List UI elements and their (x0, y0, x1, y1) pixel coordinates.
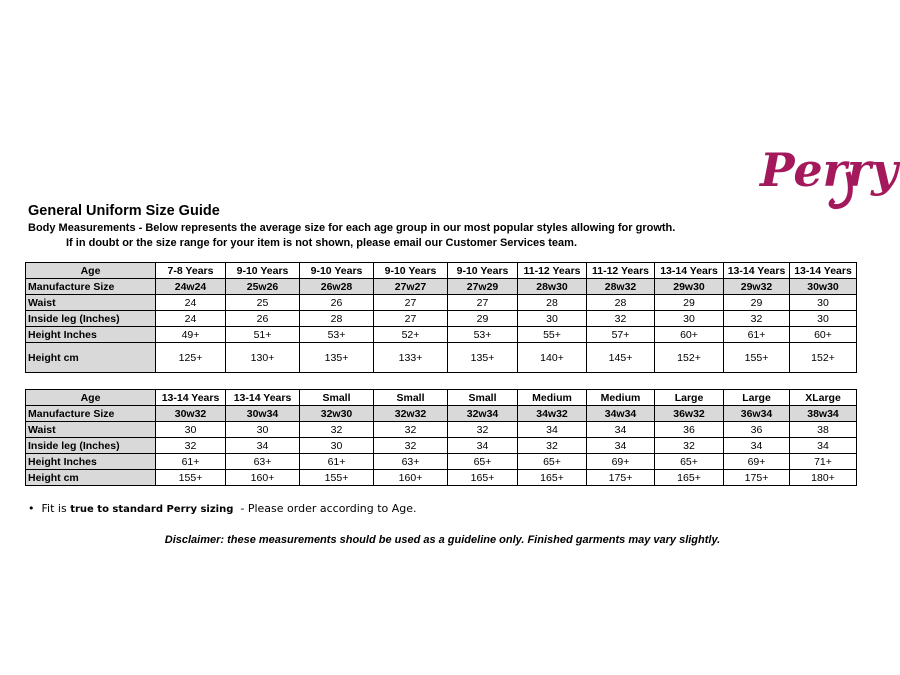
table-cell: 30 (790, 311, 857, 327)
table-cell: 36 (724, 422, 790, 438)
perry-logo (756, 136, 898, 216)
table-cell: 34 (587, 438, 655, 454)
table-cell: Large (724, 390, 790, 406)
fit-note (28, 502, 417, 515)
size-table-1 (25, 262, 857, 373)
table-cell: 11-12 Years (587, 263, 655, 279)
table-cell: 28w30 (518, 279, 587, 295)
table-cell: 30 (156, 422, 226, 438)
table-cell: 29w32 (724, 279, 790, 295)
table-cell: 28 (518, 295, 587, 311)
table-cell: 26 (300, 295, 374, 311)
table-cell: 34 (518, 422, 587, 438)
row-label: Height Inches (26, 454, 156, 470)
table-cell: 135+ (448, 343, 518, 373)
row-label: Waist (26, 295, 156, 311)
table-cell: 30 (300, 438, 374, 454)
table-cell: 71+ (790, 454, 857, 470)
table-cell: 133+ (374, 343, 448, 373)
table-cell: 34 (790, 438, 857, 454)
intro-line-1: Body Measurements - Below represents the average size for each age group in our most popular styles allowing for growth. (28, 222, 676, 234)
table-cell: 165+ (448, 470, 518, 486)
row-label: Manufacture Size (26, 406, 156, 422)
row-label: Age (26, 263, 156, 279)
table-cell: 34w34 (587, 406, 655, 422)
table-cell: 30 (226, 422, 300, 438)
table-cell: 38w34 (790, 406, 857, 422)
table-cell: 9-10 Years (374, 263, 448, 279)
row-label: Manufacture Size (26, 279, 156, 295)
row-label: Age (26, 390, 156, 406)
table-cell: 32w34 (448, 406, 518, 422)
table-cell: 52+ (374, 327, 448, 343)
table-cell: 34 (587, 422, 655, 438)
table-cell: 29w30 (655, 279, 724, 295)
row-label: Height cm (26, 343, 156, 373)
row-label: Height cm (26, 470, 156, 486)
table-cell: 175+ (724, 470, 790, 486)
table-cell: 32 (156, 438, 226, 454)
table-cell: 155+ (724, 343, 790, 373)
table-cell: Small (448, 390, 518, 406)
intro-line-2: If in doubt or the size range for your item is not shown, please email our Customer Services team. (66, 237, 578, 249)
table-cell: 27 (448, 295, 518, 311)
table-cell: 160+ (374, 470, 448, 486)
table-cell: 69+ (724, 454, 790, 470)
table-cell: 165+ (655, 470, 724, 486)
table-cell: 135+ (300, 343, 374, 373)
table-cell: 38 (790, 422, 857, 438)
table-cell: 9-10 Years (300, 263, 374, 279)
table-cell: 9-10 Years (448, 263, 518, 279)
row-label: Inside leg (Inches) (26, 311, 156, 327)
disclaimer: Disclaimer: these measurements should be used as a guideline only. Finished garments may vary slightly. (164, 534, 721, 546)
table-cell: 60+ (790, 327, 857, 343)
table-cell: 63+ (226, 454, 300, 470)
age-row (26, 390, 857, 406)
size-table-2 (25, 389, 857, 486)
table-cell: 32 (655, 438, 724, 454)
table-cell: 24 (156, 311, 226, 327)
table-cell: 145+ (587, 343, 655, 373)
table-cell: 155+ (156, 470, 226, 486)
bullet: • (28, 502, 35, 515)
table-cell: 27w29 (448, 279, 518, 295)
table-cell: 30 (655, 311, 724, 327)
table-cell: 7-8 Years (156, 263, 226, 279)
height-inches-row (26, 454, 857, 470)
age-row (26, 263, 857, 279)
table-cell: 65+ (448, 454, 518, 470)
table-cell: 29 (655, 295, 724, 311)
table-cell: Small (300, 390, 374, 406)
table-cell: 51+ (226, 327, 300, 343)
table-cell: 11-12 Years (518, 263, 587, 279)
manufacture-size-row (26, 406, 857, 422)
table-cell: 34 (448, 438, 518, 454)
table-cell: 28 (300, 311, 374, 327)
table-cell: 13-14 Years (724, 263, 790, 279)
table-cell: 165+ (518, 470, 587, 486)
height-cm-row (26, 343, 857, 373)
table-cell: 13-14 Years (156, 390, 226, 406)
table-cell: 30 (518, 311, 587, 327)
table-cell: Medium (518, 390, 587, 406)
table-cell: 30w34 (226, 406, 300, 422)
height-inches-row (26, 327, 857, 343)
table-cell: 53+ (300, 327, 374, 343)
page-title: General Uniform Size Guide (28, 203, 220, 219)
table-cell: 13-14 Years (790, 263, 857, 279)
table-cell: 69+ (587, 454, 655, 470)
table-cell: 32 (374, 422, 448, 438)
table-cell: 61+ (156, 454, 226, 470)
table-cell: 180+ (790, 470, 857, 486)
table-cell: 25 (226, 295, 300, 311)
table-cell: 13-14 Years (226, 390, 300, 406)
table-cell: 32 (518, 438, 587, 454)
inside-leg-row (26, 311, 857, 327)
table-cell: 34 (226, 438, 300, 454)
table-cell: Small (374, 390, 448, 406)
logo-text: Perry (760, 143, 898, 197)
table-cell: 152+ (790, 343, 857, 373)
table-cell: Large (655, 390, 724, 406)
row-label: Inside leg (Inches) (26, 438, 156, 454)
table-cell: 160+ (226, 470, 300, 486)
table-cell: 65+ (518, 454, 587, 470)
table-cell: 24 (156, 295, 226, 311)
height-cm-row (26, 470, 857, 486)
table-cell: 9-10 Years (226, 263, 300, 279)
table-cell: 140+ (518, 343, 587, 373)
table-cell: 30 (790, 295, 857, 311)
table-cell: 28w32 (587, 279, 655, 295)
table-cell: 32 (587, 311, 655, 327)
table-cell: 34 (724, 438, 790, 454)
table-cell: 152+ (655, 343, 724, 373)
table-cell: 155+ (300, 470, 374, 486)
row-label: Height Inches (26, 327, 156, 343)
waist-row (26, 295, 857, 311)
table-cell: 49+ (156, 327, 226, 343)
table-cell: 65+ (655, 454, 724, 470)
table-cell: 25w26 (226, 279, 300, 295)
table-cell: 36 (655, 422, 724, 438)
table-cell: 32 (374, 438, 448, 454)
table-cell: 32 (448, 422, 518, 438)
manufacture-size-row (26, 279, 857, 295)
table-cell: 34w32 (518, 406, 587, 422)
inside-leg-row (26, 438, 857, 454)
table-cell: 175+ (587, 470, 655, 486)
table-cell: 61+ (300, 454, 374, 470)
table-cell: 53+ (448, 327, 518, 343)
table-cell: 27w27 (374, 279, 448, 295)
table-cell: 28 (587, 295, 655, 311)
table-cell: Medium (587, 390, 655, 406)
table-cell: 130+ (226, 343, 300, 373)
table-cell: 32 (724, 311, 790, 327)
table-cell: 27 (374, 295, 448, 311)
table-cell: XLarge (790, 390, 857, 406)
table-cell: 24w24 (156, 279, 226, 295)
waist-row (26, 422, 857, 438)
table-cell: 30w30 (790, 279, 857, 295)
table-cell: 30w32 (156, 406, 226, 422)
table-cell: 63+ (374, 454, 448, 470)
fit-note-emphasis: true to standard Perry sizing (70, 504, 234, 515)
table-cell: 125+ (156, 343, 226, 373)
fit-note-suffix: - Please order according to Age. (240, 502, 417, 515)
table-cell: 32w32 (374, 406, 448, 422)
table-cell: 55+ (518, 327, 587, 343)
row-label: Waist (26, 422, 156, 438)
table-cell: 36w32 (655, 406, 724, 422)
table-cell: 26w28 (300, 279, 374, 295)
table-cell: 29 (448, 311, 518, 327)
table-cell: 32 (300, 422, 374, 438)
table-cell: 32w30 (300, 406, 374, 422)
table-cell: 57+ (587, 327, 655, 343)
table-cell: 36w34 (724, 406, 790, 422)
table-cell: 13-14 Years (655, 263, 724, 279)
table-cell: 60+ (655, 327, 724, 343)
table-cell: 29 (724, 295, 790, 311)
table-cell: 27 (374, 311, 448, 327)
table-cell: 61+ (724, 327, 790, 343)
fit-note-prefix: Fit is (41, 502, 67, 515)
table-cell: 26 (226, 311, 300, 327)
